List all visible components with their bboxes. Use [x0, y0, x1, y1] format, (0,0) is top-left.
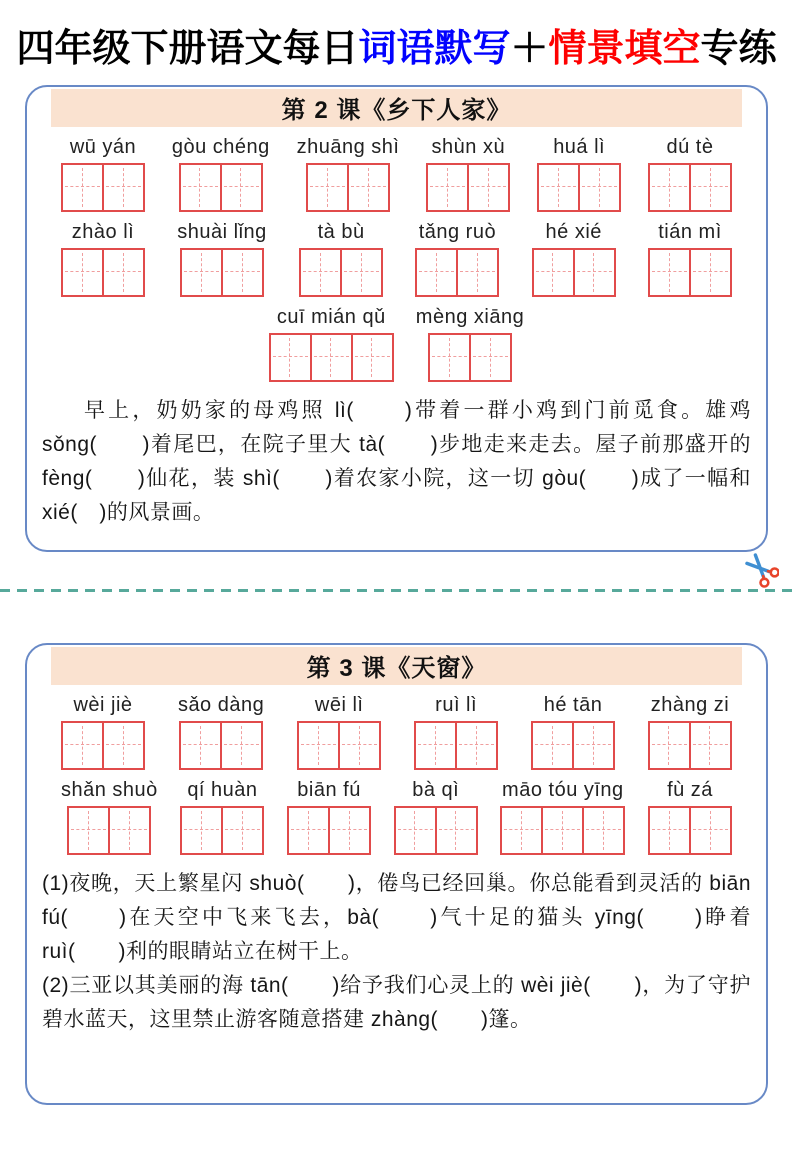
writing-grid [179, 163, 263, 212]
writing-cell [534, 250, 573, 295]
pinyin-label: wū yán [69, 135, 137, 158]
pinyin-label: zhào lì [71, 220, 135, 243]
writing-cell [416, 723, 455, 768]
writing-cell [220, 723, 261, 768]
writing-cell [430, 335, 469, 380]
writing-grid [414, 721, 498, 770]
writing-grid [537, 163, 621, 212]
word-column [426, 136, 510, 212]
writing-grid [180, 806, 264, 855]
pinyin-label: mèng xiāng [415, 305, 525, 328]
writing-cell [417, 250, 456, 295]
writing-grid [426, 163, 510, 212]
writing-cell [689, 808, 730, 853]
pinyin-label: sǎo dàng [177, 693, 265, 716]
writing-cell [220, 165, 261, 210]
writing-cell [455, 723, 496, 768]
writing-grid [297, 721, 381, 770]
writing-cell [301, 250, 340, 295]
word-column [178, 694, 264, 770]
title-part-red: 情景填空 [548, 28, 701, 70]
pinyin-label: shùn xù [431, 135, 506, 158]
writing-grid [394, 806, 478, 855]
writing-cell [650, 165, 689, 210]
pinyin-label: qí huàn [187, 778, 258, 801]
writing-cell [650, 250, 689, 295]
word-column [61, 694, 145, 770]
writing-cell [650, 808, 689, 853]
pinyin-label: shǎn shuò [61, 778, 158, 801]
word-column [648, 694, 732, 770]
writing-cell [689, 250, 730, 295]
writing-grid [500, 806, 625, 855]
pinyin-label: dú tè [666, 135, 714, 158]
writing-cell [340, 250, 381, 295]
writing-cell [428, 165, 467, 210]
writing-cell [689, 723, 730, 768]
writing-grid [67, 806, 151, 855]
lesson-3-header: 第 3 课《天窗》 [51, 647, 742, 685]
pinyin-label: shuài lǐng [177, 220, 267, 243]
writing-grid [648, 248, 732, 297]
pinyin-label: biān fú [297, 778, 361, 801]
writing-cell [351, 335, 392, 380]
word-column [500, 779, 625, 855]
writing-cell [299, 723, 338, 768]
writing-grid [179, 721, 263, 770]
pinyin-label: bà qì [412, 778, 460, 801]
fill-blank-paragraph: (1)夜晚，天上繁星闪 shuò( )，倦鸟已经回巢。你总能看到灵活的 biān fú( )在天空中飞来飞去，bà( )气十足的猫头 yīng( )睁着 ruì( )利的眼睛站立在树干上。 [42, 871, 751, 963]
writing-grid [306, 163, 390, 212]
pinyin-label: ruì lì [435, 693, 478, 716]
writing-cell [63, 250, 102, 295]
pinyin-label: tián mì [658, 220, 722, 243]
fill-blank-paragraph: (2)三亚以其美丽的海 tān( )给予我们心灵上的 wèi jiè( )，为了守护碧水蓝天，这里禁止游客随意搭建 zhàng( )篷。 [42, 973, 751, 1031]
writing-cell [182, 250, 221, 295]
writing-cell [689, 165, 730, 210]
writing-grid [61, 248, 145, 297]
title-plus-sign: ＋ [510, 28, 549, 70]
word-grid-row [27, 136, 766, 212]
word-column [648, 136, 732, 212]
writing-cell [539, 165, 578, 210]
writing-cell [308, 165, 347, 210]
writing-cell [102, 250, 143, 295]
writing-grid [648, 163, 732, 212]
pinyin-label: fù zá [667, 778, 713, 801]
pinyin-label: cuī mián qǔ [276, 305, 386, 328]
word-column [180, 779, 264, 855]
word-column [394, 779, 478, 855]
pinyin-label: huá lì [553, 135, 606, 158]
word-grid-row [27, 306, 766, 382]
word-column [299, 221, 383, 297]
writing-grid [287, 806, 371, 855]
writing-cell [289, 808, 328, 853]
writing-cell [221, 808, 262, 853]
word-column [297, 694, 381, 770]
fill-blank-paragraph: 早上，奶奶家的母鸡照 lì( )带着一群小鸡到门前觅食。雄鸡 sǒng( )着尾巴，在院子里大 tà( )步地走来走去。屋子前那盛开的 fèng( )仙花，装 shì( )着农家小院，这一切 gòu( )成了一幅和 xié( )的风景画。 [42, 398, 751, 524]
word-column [287, 779, 371, 855]
word-column [532, 221, 616, 297]
lesson-2-fill-blank-section [42, 394, 751, 530]
writing-cell [63, 723, 102, 768]
word-grid-row [27, 221, 766, 297]
writing-cell [650, 723, 689, 768]
writing-grid [532, 248, 616, 297]
pinyin-label: hé xié [545, 220, 602, 243]
writing-cell [582, 808, 623, 853]
writing-cell [271, 335, 310, 380]
writing-grid [648, 806, 732, 855]
dashed-cut-line [0, 589, 793, 592]
pinyin-label: hé tān [543, 693, 603, 716]
title-part-blue: 词语默写 [358, 28, 511, 70]
writing-grid [531, 721, 615, 770]
worksheet-page [0, 28, 793, 1105]
word-column [416, 306, 524, 382]
writing-cell [328, 808, 369, 853]
writing-cell [456, 250, 497, 295]
word-column [537, 136, 621, 212]
lesson-2-header: 第 2 课《乡下人家》 [51, 89, 742, 127]
writing-cell [69, 808, 108, 853]
word-column [61, 221, 145, 297]
writing-cell [469, 335, 510, 380]
writing-cell [578, 165, 619, 210]
word-column [415, 221, 499, 297]
lesson-3-fill-blank-section [42, 867, 751, 1037]
pinyin-label: tà bù [317, 220, 365, 243]
writing-grid [428, 333, 512, 382]
word-column [172, 136, 270, 212]
word-column [177, 221, 267, 297]
writing-grid [299, 248, 383, 297]
writing-grid [180, 248, 264, 297]
writing-cell [573, 250, 614, 295]
writing-cell [467, 165, 508, 210]
writing-cell [182, 808, 221, 853]
word-grid-row [27, 779, 766, 855]
writing-cell [181, 723, 220, 768]
writing-cell [572, 723, 613, 768]
writing-cell [63, 165, 102, 210]
word-column [297, 136, 400, 212]
lesson-card-3 [25, 643, 768, 1105]
writing-cell [533, 723, 572, 768]
word-column [61, 136, 145, 212]
word-column [648, 779, 732, 855]
writing-cell [541, 808, 582, 853]
writing-cell [221, 250, 262, 295]
word-column [61, 779, 158, 855]
writing-grid [269, 333, 394, 382]
pinyin-label: gòu chéng [171, 135, 270, 158]
lesson-card-2 [25, 85, 768, 552]
lesson-2-word-grid-rows [27, 136, 766, 382]
pinyin-label: wēi lì [314, 693, 364, 716]
pinyin-label: wèi jiè [73, 693, 133, 716]
word-column [531, 694, 615, 770]
lesson-3-word-grid-rows [27, 694, 766, 855]
title-part-black-1: 四年级下册语文每日 [16, 28, 359, 70]
word-column [414, 694, 498, 770]
scissors-icon [745, 549, 779, 591]
pinyin-label: zhàng zi [650, 693, 730, 716]
writing-grid [61, 721, 145, 770]
word-column [269, 306, 394, 382]
cut-divider [0, 552, 793, 630]
writing-cell [396, 808, 435, 853]
writing-cell [108, 808, 149, 853]
pinyin-label: māo tóu yīng [502, 778, 624, 801]
writing-cell [347, 165, 388, 210]
writing-cell [181, 165, 220, 210]
writing-cell [502, 808, 541, 853]
writing-cell [310, 335, 351, 380]
title-part-black-2: 专练 [700, 28, 777, 70]
pinyin-label: tǎng ruò [418, 220, 497, 243]
writing-grid [648, 721, 732, 770]
writing-cell [435, 808, 476, 853]
writing-grid [61, 163, 145, 212]
writing-grid [415, 248, 499, 297]
writing-cell [102, 723, 143, 768]
writing-cell [102, 165, 143, 210]
page-title [0, 28, 793, 72]
word-column [648, 221, 732, 297]
pinyin-label: zhuāng shì [296, 135, 400, 158]
word-grid-row [27, 694, 766, 770]
writing-cell [338, 723, 379, 768]
